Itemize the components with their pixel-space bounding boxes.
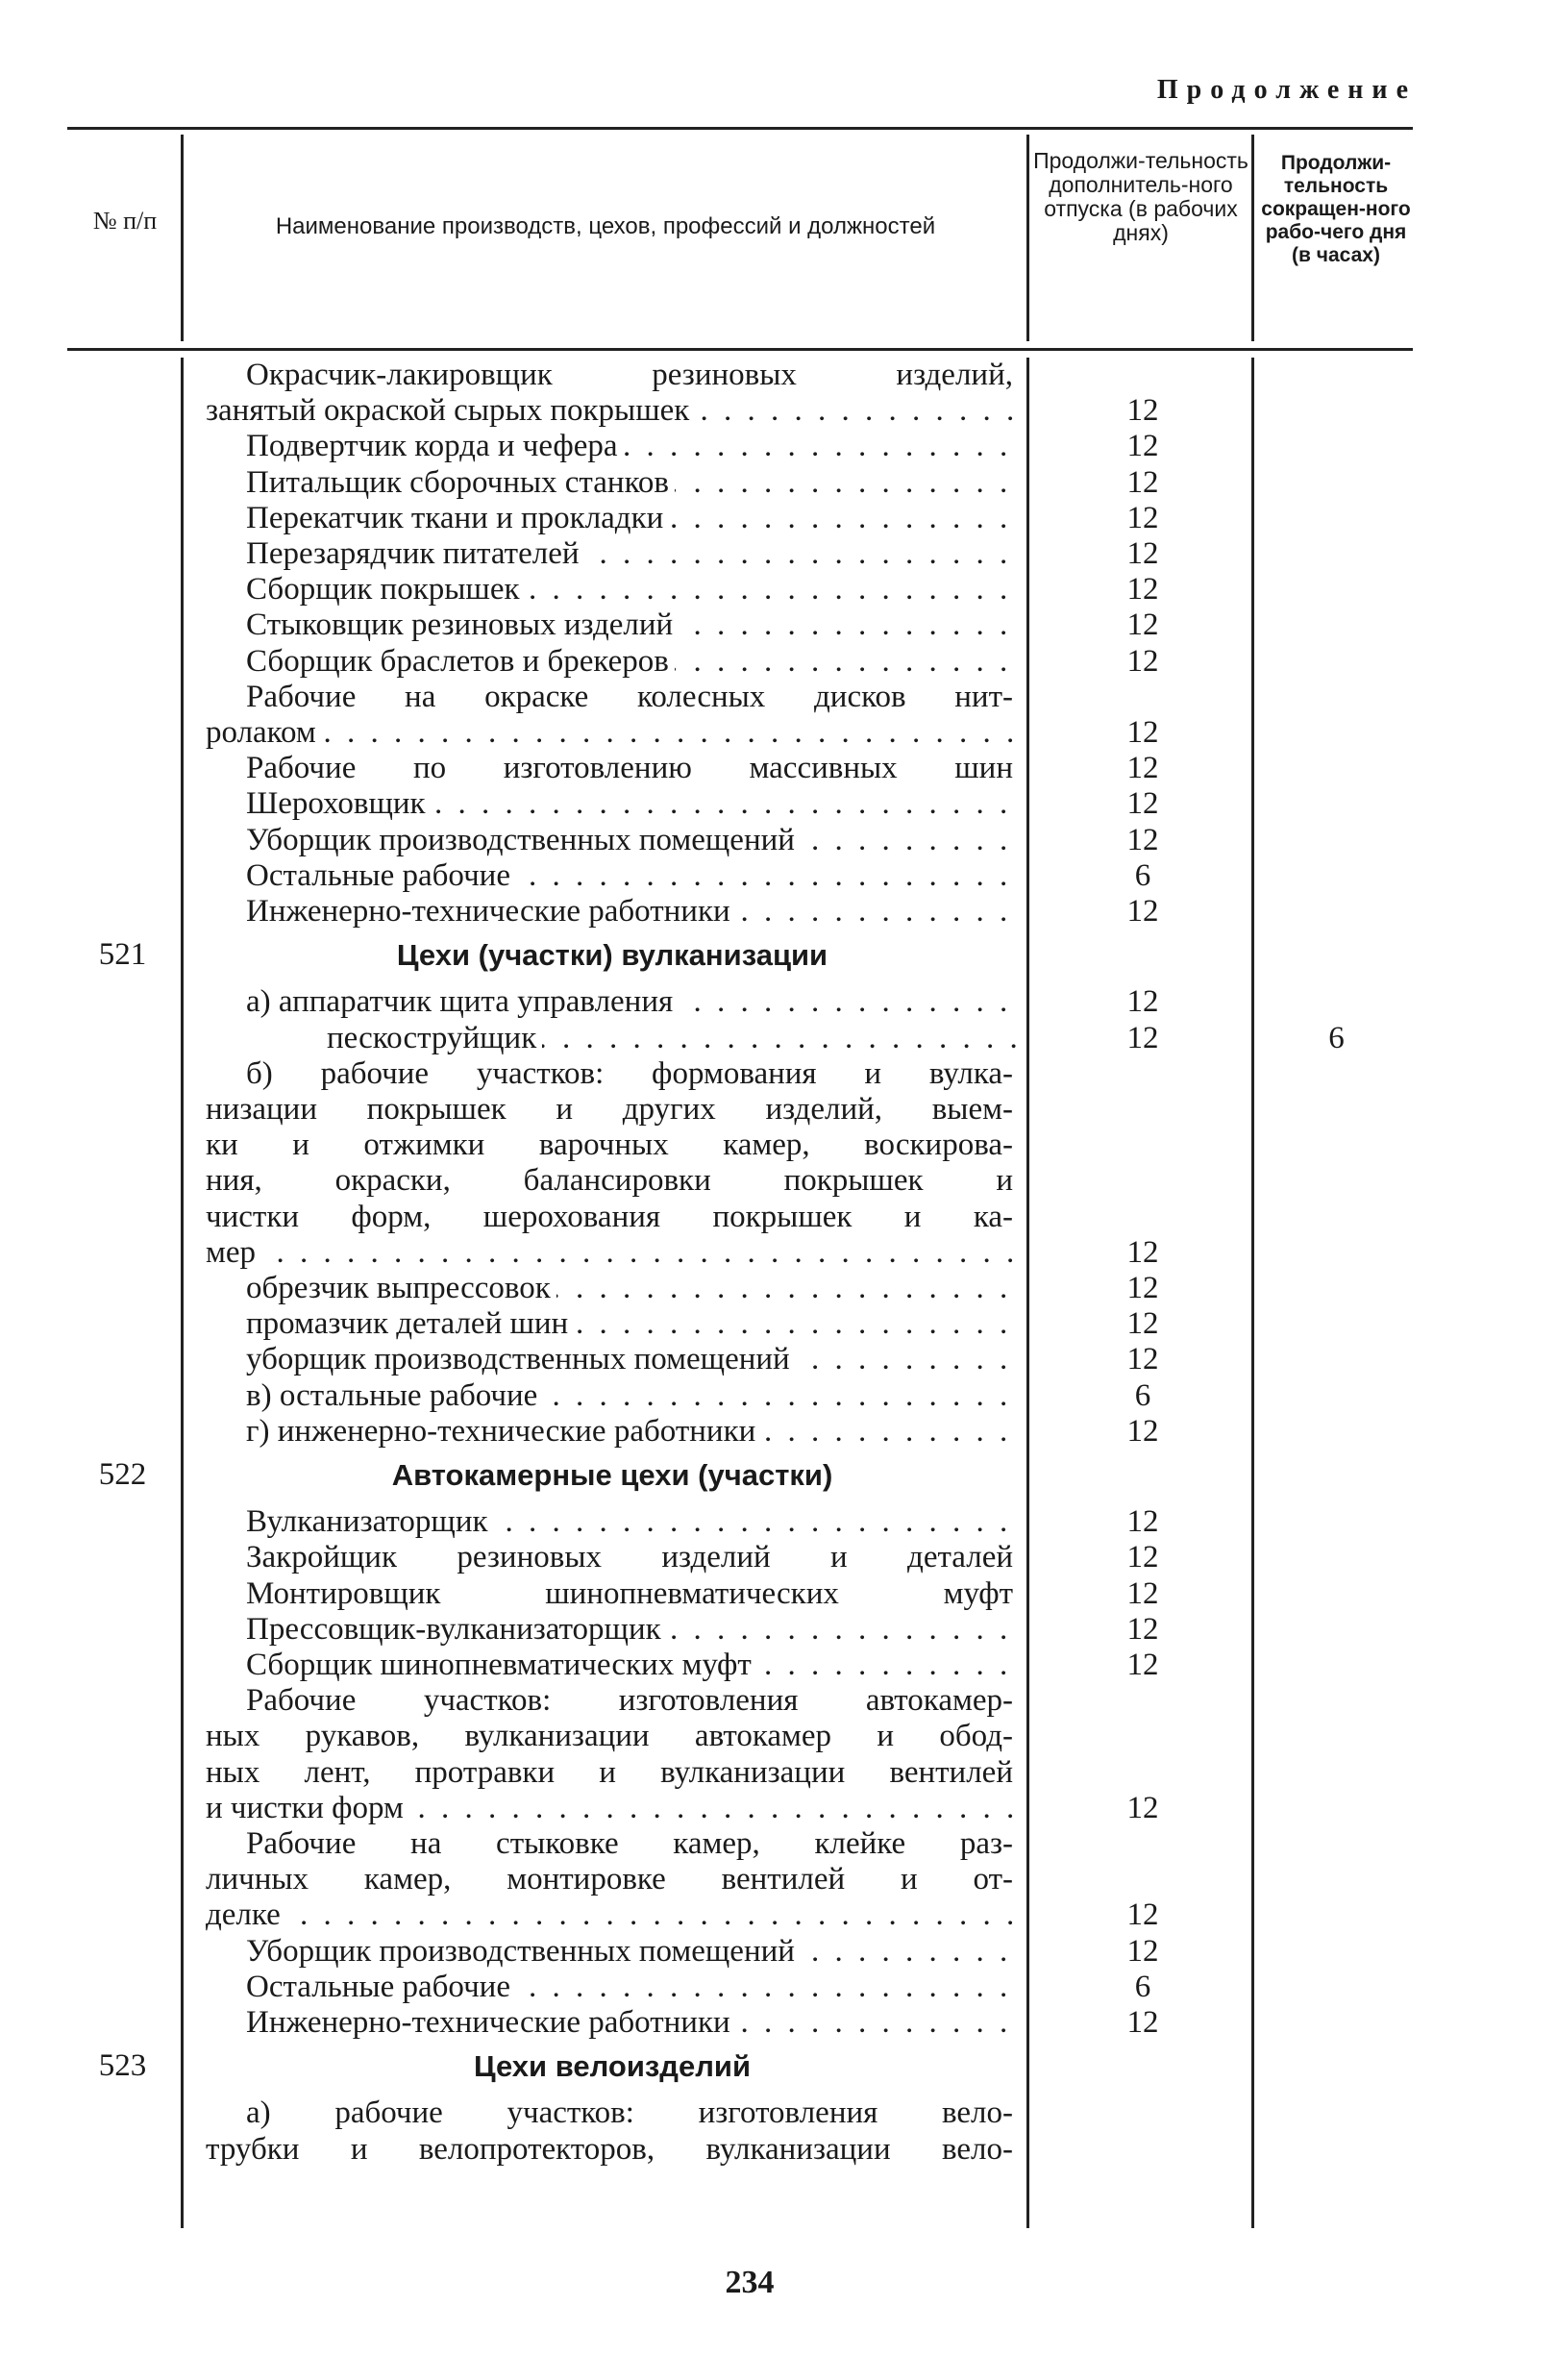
profession-text: Питальщик сборочных станков <box>246 465 675 500</box>
section-row <box>0 937 1557 973</box>
vacation-days: 12 <box>1126 393 1159 428</box>
profession-name <box>246 1826 1019 1862</box>
vacation-days: 12 <box>1126 644 1159 679</box>
profession-text: Уборщик производственных помещений <box>246 823 801 857</box>
table-row <box>0 536 1557 572</box>
profession-text: Вулканизаторщик <box>246 1504 494 1539</box>
vacation-days: 12 <box>1126 2005 1159 2040</box>
table-row <box>0 1271 1557 1306</box>
profession-name <box>246 572 1019 607</box>
profession-text: б) рабочие участков: формования и вулка- <box>246 1056 1019 1091</box>
profession-text: Рабочие на окраске колесных дисков нит- <box>246 680 1019 714</box>
profession-name <box>246 644 1019 680</box>
vacation-days: 12 <box>1126 429 1159 463</box>
table-row <box>0 1414 1557 1450</box>
profession-text: ных лент, протравки и вулканизации вентилей <box>206 1755 1019 1790</box>
profession-name <box>246 2005 1019 2041</box>
profession-text: Остальные рабочие <box>246 858 516 893</box>
profession-text: уборщик производственных помещений <box>246 1342 796 1376</box>
vacation-days: 12 <box>1126 536 1159 571</box>
table-row <box>0 1612 1557 1648</box>
vacation-days: 12 <box>1126 572 1159 607</box>
profession-name <box>246 984 1019 1020</box>
table-row <box>0 2005 1557 2041</box>
profession-name <box>206 2132 1019 2168</box>
profession-name <box>206 1719 1019 1754</box>
profession-name <box>246 858 1019 894</box>
table-row <box>0 1056 1557 1092</box>
profession-text: Шероховщик <box>246 786 432 821</box>
vacation-days: 12 <box>1126 1414 1159 1449</box>
profession-text: низации покрышек и других изделий, выем- <box>206 1092 1019 1127</box>
vacation-days: 12 <box>1126 1271 1159 1305</box>
profession-text: в) остальные рабочие <box>246 1378 543 1413</box>
profession-text: личных камер, монтировке вентилей и от- <box>206 1862 1019 1897</box>
vacation-days: 12 <box>1126 1648 1159 1682</box>
profession-name <box>206 1897 1019 1933</box>
profession-name <box>206 393 1019 429</box>
table-row <box>0 1826 1557 1862</box>
vacation-days: 12 <box>1126 1235 1159 1270</box>
profession-text: Рабочие участков: изготовления автокамер- <box>246 1683 1019 1718</box>
profession-name <box>246 501 1019 536</box>
table-row <box>0 858 1557 894</box>
table-row <box>0 715 1557 751</box>
profession-name <box>246 1056 1019 1092</box>
section-title: Цехи велоизделий <box>473 2049 752 2083</box>
profession-text: Прессовщик-вулканизаторщик <box>246 1612 667 1647</box>
table-row <box>0 429 1557 464</box>
header-name: Наименование производств, цехов, профессий и должностей <box>275 213 936 239</box>
vacation-days: 12 <box>1126 1934 1159 1969</box>
profession-name <box>206 1128 1019 1163</box>
table-row <box>0 1163 1557 1199</box>
profession-text: делке <box>206 1897 286 1932</box>
profession-name <box>246 823 1019 858</box>
table-row <box>0 894 1557 930</box>
profession-name <box>206 715 1019 751</box>
profession-text: Остальные рабочие <box>246 1970 516 2004</box>
table-row <box>0 501 1557 536</box>
section-title: Цехи (участки) вулканизации <box>396 938 828 972</box>
profession-name <box>246 1414 1019 1450</box>
table-row <box>0 1648 1557 1683</box>
profession-name <box>206 1092 1019 1128</box>
vacation-days: 12 <box>1126 501 1159 535</box>
section-title: Автокамерные цехи (участки) <box>391 1458 833 1492</box>
table-row <box>0 358 1557 393</box>
vacation-days: 12 <box>1126 1612 1159 1647</box>
continuation-label: Продолжение <box>1156 75 1417 105</box>
table-row <box>0 2132 1557 2168</box>
table-row <box>0 1791 1557 1826</box>
profession-text: занятый окраской сырых покрышек <box>206 393 695 428</box>
table-row <box>0 644 1557 680</box>
table-row <box>0 465 1557 501</box>
table-row <box>0 1719 1557 1754</box>
profession-text: ния, окраски, балансировки покрышек и <box>206 1163 1019 1198</box>
profession-text: Стыковщик резиновых изделий <box>246 607 679 642</box>
profession-text: Инженерно-технические работники <box>246 894 736 929</box>
profession-text: мер <box>206 1235 261 1270</box>
profession-text: промазчик деталей шин <box>246 1306 574 1341</box>
profession-name <box>246 751 1019 786</box>
table-row <box>0 1378 1557 1414</box>
table-row <box>0 1683 1557 1719</box>
table-row <box>0 1862 1557 1897</box>
profession-text: ных рукавов, вулканизации автокамер и обод- <box>206 1719 1019 1753</box>
profession-name <box>246 1576 1019 1612</box>
profession-name <box>206 1755 1019 1791</box>
table-row <box>0 1021 1557 1056</box>
profession-text: Сборщик браслетов и брекеров <box>246 644 675 679</box>
vacation-days: 12 <box>1126 465 1159 500</box>
table-row <box>0 680 1557 715</box>
table-row <box>0 786 1557 822</box>
profession-name <box>246 1648 1019 1683</box>
profession-text: а) аппаратчик щита управления <box>246 984 679 1019</box>
table-row <box>0 2095 1557 2131</box>
profession-text: Перезарядчик питателей <box>246 536 585 571</box>
vacation-days: 6 <box>1134 858 1151 893</box>
table-row <box>0 1540 1557 1575</box>
profession-text: трубки и велопротекторов, вулканизации вело- <box>206 2132 1019 2167</box>
vacation-days: 12 <box>1126 1306 1159 1341</box>
vacation-days: 6 <box>1134 1970 1151 2004</box>
profession-text: Инженерно-технические работники <box>246 2005 736 2040</box>
vacation-days: 12 <box>1126 1504 1159 1539</box>
table-row <box>0 1235 1557 1271</box>
table-row <box>0 1306 1557 1342</box>
vacation-days: 12 <box>1126 984 1159 1019</box>
profession-name <box>246 1271 1019 1306</box>
vacation-days: 12 <box>1126 607 1159 642</box>
profession-text: Перекатчик ткани и прокладки <box>246 501 669 535</box>
profession-name <box>246 1683 1019 1719</box>
profession-text: Сборщик покрышек <box>246 572 526 607</box>
table-row <box>0 1092 1557 1128</box>
profession-name <box>246 2095 1019 2131</box>
header-number: № п/п <box>92 207 158 235</box>
profession-text: чистки форм, шерохования покрышек и ка- <box>206 1200 1019 1234</box>
vacation-days: 12 <box>1126 1576 1159 1611</box>
profession-name <box>246 894 1019 930</box>
table-row <box>0 984 1557 1020</box>
profession-text: ролаком <box>206 715 322 750</box>
vacation-days: 12 <box>1126 1021 1159 1055</box>
page-number: 234 <box>725 2265 775 2300</box>
section-row <box>0 2048 1557 2084</box>
profession-name <box>246 1378 1019 1414</box>
table-row <box>0 1576 1557 1612</box>
vacation-days: 12 <box>1126 1342 1159 1376</box>
vacation-days: 12 <box>1126 894 1159 929</box>
profession-text: Уборщик производственных помещений <box>246 1934 801 1969</box>
table-row <box>0 1897 1557 1933</box>
vacation-days: 12 <box>1126 715 1159 750</box>
table-row <box>0 1504 1557 1540</box>
table-row <box>0 1970 1557 2005</box>
vacation-days: 12 <box>1126 1897 1159 1932</box>
profession-text: а) рабочие участков: изготовления вело- <box>246 2095 1019 2130</box>
profession-name <box>246 358 1019 393</box>
section-row <box>0 1457 1557 1493</box>
header-workday: Продолжи-тельность сокращен-ного рабо-чего дня (в часах) <box>1261 152 1411 266</box>
profession-name <box>246 607 1019 643</box>
profession-text: Монтировщик шинопневматических муфт <box>246 1576 1019 1611</box>
table-row <box>0 393 1557 429</box>
vacation-days: 12 <box>1126 751 1159 785</box>
vacation-days: 6 <box>1134 1378 1151 1413</box>
profession-name <box>246 680 1019 715</box>
profession-text: г) инженерно-технические работники <box>246 1414 761 1449</box>
profession-text: обрезчик выпрессовок <box>246 1271 556 1305</box>
vacation-days: 12 <box>1126 1540 1159 1574</box>
profession-name <box>246 536 1019 572</box>
profession-name <box>206 1163 1019 1199</box>
profession-name <box>246 1342 1019 1377</box>
section-number: 522 <box>98 1457 147 1492</box>
profession-name <box>246 1970 1019 2005</box>
profession-text: и чистки форм <box>206 1791 409 1825</box>
profession-text: Закройщик резиновых изделий и деталей <box>246 1540 1019 1574</box>
table-row <box>0 1342 1557 1377</box>
profession-name <box>246 1934 1019 1970</box>
profession-name <box>327 1021 1019 1056</box>
profession-name <box>246 1612 1019 1648</box>
profession-name <box>246 786 1019 822</box>
section-number: 523 <box>98 2048 147 2083</box>
profession-text: Сборщик шинопневматических муфт <box>246 1648 757 1682</box>
table-row <box>0 1755 1557 1791</box>
section-number: 521 <box>98 937 147 972</box>
profession-name <box>206 1862 1019 1897</box>
vacation-days: 12 <box>1126 823 1159 857</box>
table-row <box>0 572 1557 607</box>
profession-name <box>246 1504 1019 1540</box>
vacation-days: 12 <box>1126 1791 1159 1825</box>
profession-text: пескоструйщик <box>327 1021 542 1055</box>
profession-text: Рабочие по изготовлению массивных шин <box>246 751 1019 785</box>
profession-text: Подвертчик корда и чефера <box>246 429 624 463</box>
header-vacation: Продолжи-тельность дополнитель-ного отпуска (в рабочих днях) <box>1033 148 1248 245</box>
profession-name <box>206 1235 1019 1271</box>
profession-name <box>246 465 1019 501</box>
profession-name <box>206 1791 1019 1826</box>
profession-text: Рабочие на стыковке камер, клейке раз- <box>246 1826 1019 1861</box>
profession-name <box>246 429 1019 464</box>
workday-hours: 6 <box>1328 1021 1345 1055</box>
table-row <box>0 823 1557 858</box>
profession-text: Окрасчик-лакировщик резиновых изделий, <box>246 358 1019 392</box>
table-row <box>0 1200 1557 1235</box>
table-row <box>0 1934 1557 1970</box>
table-row <box>0 607 1557 643</box>
profession-name <box>206 1200 1019 1235</box>
profession-text: ки и отжимки варочных камер, воскирова- <box>206 1128 1019 1162</box>
profession-name <box>246 1306 1019 1342</box>
table-row <box>0 1128 1557 1163</box>
vacation-days: 12 <box>1126 786 1159 821</box>
profession-name <box>246 1540 1019 1575</box>
table-row <box>0 751 1557 786</box>
